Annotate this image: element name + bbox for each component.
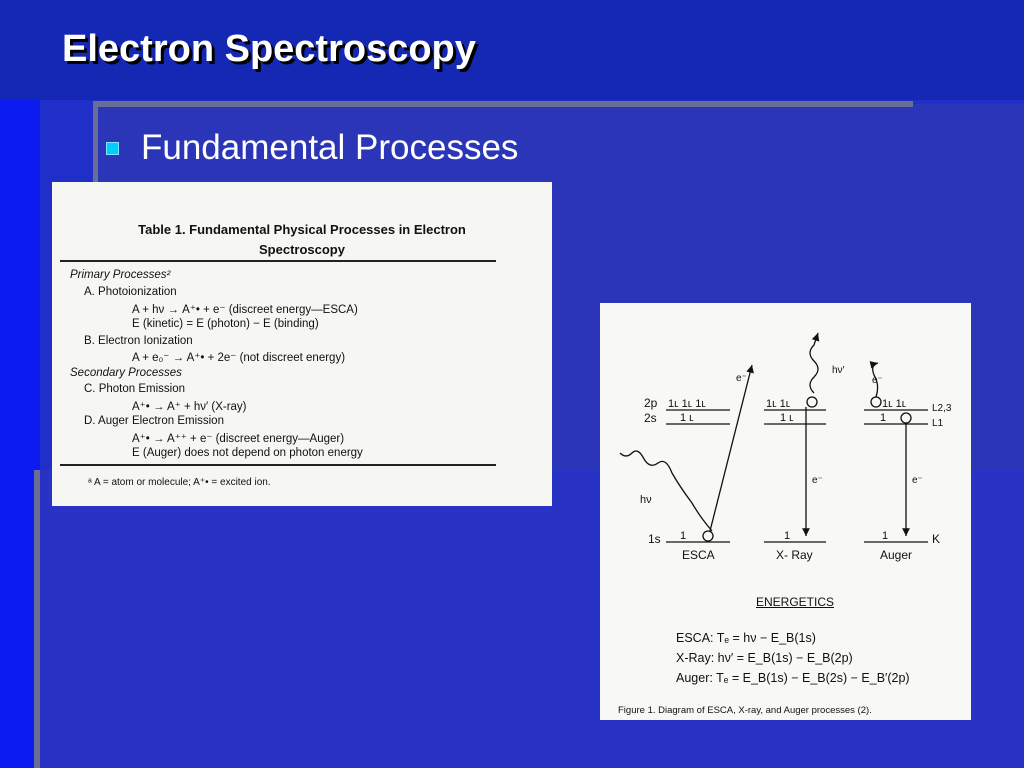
energy-diagram-image bbox=[600, 303, 971, 720]
xray-hole-2p bbox=[807, 397, 817, 407]
svg-text:1ʟ 1ʟ: 1ʟ 1ʟ bbox=[766, 398, 791, 410]
energetics-equation-xray: X-Ray: hν′ = E_B(1s) − E_B(2p) bbox=[676, 651, 853, 665]
panel-label-auger: Auger bbox=[880, 548, 913, 562]
level-label-2p: 2p bbox=[644, 396, 658, 410]
horizontal-divider bbox=[93, 101, 913, 107]
level-label-l23: L2,3 bbox=[932, 403, 952, 414]
auger-hole-2p-a bbox=[871, 397, 881, 407]
table-row: Primary Processes² bbox=[70, 269, 171, 281]
xray-photon-label: hν′ bbox=[832, 365, 845, 376]
table-row: A + e₀⁻ → A⁺• + 2e⁻ (not discreet energy) bbox=[132, 352, 346, 364]
level-label-2s: 2s bbox=[644, 411, 657, 425]
auger-electron-label: e⁻ bbox=[912, 475, 923, 486]
esca-electron-arrow bbox=[710, 365, 752, 531]
esca-photon-label: hν bbox=[640, 494, 652, 506]
bullet-item bbox=[106, 128, 518, 168]
panel-label-xray: X- Ray bbox=[776, 548, 813, 562]
table-bottom-rule bbox=[60, 464, 496, 466]
esca-electron-label: e⁻ bbox=[736, 373, 747, 384]
processes-table-image bbox=[52, 182, 552, 506]
table-row: B. Electron Ionization bbox=[84, 335, 193, 347]
level-label-k: K bbox=[932, 532, 941, 546]
slide-title: Electron Spectroscopy bbox=[62, 28, 476, 70]
svg-text:1ʟ 1ʟ: 1ʟ 1ʟ bbox=[882, 398, 907, 410]
svg-text:1: 1 bbox=[680, 530, 687, 542]
energetics-equation-auger: Auger: Tₑ = E_B(1s) − E_B(2s) − E_B′(2p) bbox=[676, 671, 910, 685]
figure-caption: Figure 1. Diagram of ESCA, X-ray, and Auger processes (2). bbox=[618, 705, 872, 716]
lower-vertical-divider bbox=[34, 470, 40, 768]
svg-text:1ʟ 1ʟ 1ʟ: 1ʟ 1ʟ 1ʟ bbox=[668, 398, 706, 410]
energetics-equation-esca: ESCA: Tₑ = hν − E_B(1s) bbox=[676, 631, 816, 645]
table-row: E (Auger) does not depend on photon energy bbox=[132, 447, 363, 459]
level-label-1s: 1s bbox=[648, 532, 661, 546]
bullet-text: Fundamental Processes bbox=[141, 128, 519, 167]
table-footnote: ᵃ A = atom or molecule; A⁺• = excited ion. bbox=[88, 477, 271, 488]
energetics-title: ENERGETICS bbox=[756, 595, 835, 609]
esca-hole bbox=[703, 531, 713, 541]
table-row: A + hν → A⁺• + e⁻ (discreet energy—ESCA) bbox=[132, 304, 358, 316]
auger-hole-2s bbox=[901, 413, 911, 423]
table-row: A. Photoionization bbox=[84, 286, 177, 298]
table-title-line-2: Spectroscopy bbox=[259, 242, 345, 257]
level-label-l1: L1 bbox=[932, 418, 944, 429]
auger-emitted-electron-label: e⁻ bbox=[872, 375, 883, 386]
table-title bbox=[52, 220, 552, 260]
table-top-rule bbox=[60, 260, 496, 262]
table-row: C. Photon Emission bbox=[84, 383, 185, 395]
table-row: A⁺• → A⁺⁺ + e⁻ (discreet energy—Auger) bbox=[132, 433, 345, 445]
svg-text:1 ʟ: 1 ʟ bbox=[780, 412, 794, 424]
svg-text:1: 1 bbox=[880, 412, 887, 424]
table-title-line-1: Table 1. Fundamental Physical Processes in Electron bbox=[138, 222, 466, 237]
xray-photon-wave bbox=[810, 333, 818, 393]
table-row: D. Auger Electron Emission bbox=[84, 415, 224, 427]
svg-text:1 ʟ: 1 ʟ bbox=[680, 412, 694, 424]
xray-electron-label: e⁻ bbox=[812, 475, 823, 486]
table-row: E (kinetic) = E (photon) − E (binding) bbox=[132, 318, 319, 330]
svg-text:1: 1 bbox=[882, 530, 889, 542]
svg-text:1: 1 bbox=[784, 530, 791, 542]
esca-photon-wave bbox=[620, 451, 712, 531]
square-bullet-icon bbox=[106, 142, 119, 155]
table-row: A⁺• → A⁺ + hν′ (X-ray) bbox=[132, 401, 247, 413]
panel-label-esca: ESCA bbox=[682, 548, 715, 562]
table-row: Secondary Processes bbox=[70, 367, 182, 379]
